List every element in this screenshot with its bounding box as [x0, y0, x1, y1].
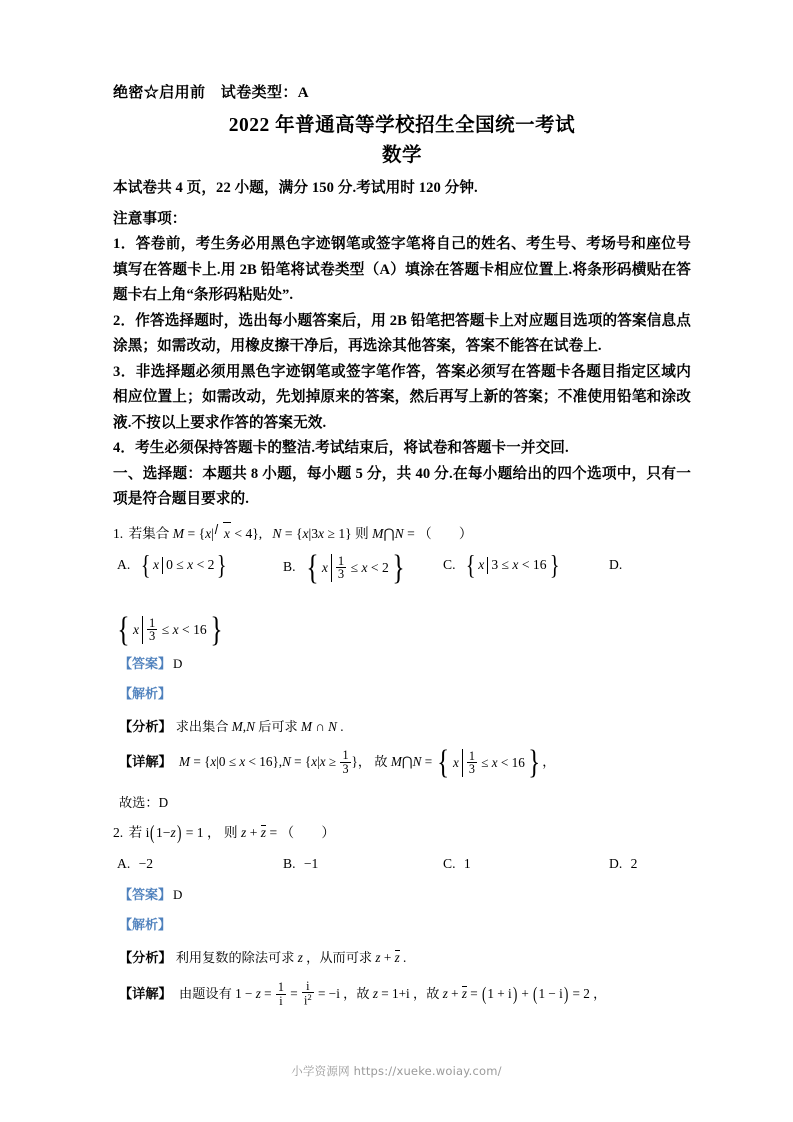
- question-1-option-d[interactable]: [609, 554, 627, 576]
- question-1-option-b[interactable]: [283, 546, 407, 587]
- question-2-ask: z + z = （ ）: [241, 824, 335, 840]
- section-heading-choice: 一、选择题：本题共 8 小题，每小题 5 分，共 40 分.在每小题给出的四个选项中，只有一项是符合题目要求的.: [113, 465, 691, 507]
- subject-title: 数学: [381, 145, 422, 166]
- page-content: [113, 82, 691, 1007]
- question-2-analysis-tag: [113, 914, 691, 935]
- question-1-answer-value: D: [173, 656, 183, 672]
- question-1-set-m: M = {x| x < 4},: [173, 526, 266, 541]
- analysis-tag: 【解析】: [119, 916, 172, 932]
- option-c-label: C.: [443, 556, 456, 572]
- option-b-label: B.: [283, 558, 296, 574]
- option-b-value: { x $\frac{1}{3}$ ≤ x < 2 }: [306, 546, 405, 587]
- xiangjie-tag: 【详解】: [119, 753, 172, 769]
- option-a-label: A.: [117, 855, 131, 871]
- question-2-option-b[interactable]: [283, 853, 318, 875]
- choose-prefix: 故选：: [119, 794, 159, 810]
- question-2-answer-value: D: [173, 886, 183, 902]
- question-2-number: 2.: [113, 824, 124, 840]
- option-a-value: { x 0 ≤ x < 2 }: [140, 549, 227, 581]
- question-2-option-a[interactable]: [117, 853, 153, 875]
- notice-heading: 注意事项：: [113, 210, 187, 227]
- question-2-xiangjie-body: 由题设有 1 − z = $\frac{1}{i}$ = $\frac{i}{i^2}$ = −i ，故 z = 1+i ，故 z + z = (1 + i) + (1 − i) = 2 ，: [175, 978, 607, 1008]
- question-1-options: [113, 546, 691, 602]
- question-2-fenxi-body: 利用复数的除法可求 z ，从而可求 z + z .: [175, 949, 407, 965]
- question-2-stem: 2. 若 i(1−z) = 1 ， 则 z + z = （ ）: [113, 821, 335, 844]
- page-title: 2022 年普通高等学校招生全国统一考试: [228, 115, 576, 136]
- question-1-option-a[interactable]: [117, 549, 229, 581]
- option-b-label: B.: [283, 855, 296, 871]
- option-c-value: { x 3 ≤ x < 16 }: [465, 549, 560, 581]
- question-1-answer: [113, 653, 691, 674]
- question-1-choose-value: D: [158, 794, 169, 810]
- question-1-option-d-value: { x $\frac{1}{3}$ ≤ x < 16 }: [117, 608, 223, 649]
- question-1-option-c[interactable]: [443, 549, 561, 581]
- question-1-set-n: N = {x|3x ≥ 1}: [272, 525, 352, 541]
- question-1-stem: [113, 522, 691, 545]
- notice-item-2: 2．作答选择题时，选出每小题答案后，用 2B 铅笔把答题卡上对应题目选项的答案信息点涂黑；如需改动，用橡皮擦干净后，再选涂其他答案，答案不能答在试卷上.: [113, 312, 691, 354]
- question-1-stem-prefix: 若集合: [128, 525, 170, 541]
- question-2-fenxi: [113, 947, 691, 968]
- notice-item-4: 4．考生必须保持答题卡的整洁.考试结束后，将试卷和答题卡一并交回.: [113, 440, 569, 456]
- question-1-ask: M⋂N = （ ）: [372, 525, 473, 541]
- question-1-fenxi: [113, 716, 691, 737]
- question-2-stem-prefix: 若: [128, 824, 143, 840]
- question-2-option-c[interactable]: [443, 853, 471, 875]
- notice-item-1: 1．答卷前，考生务必用黑色字迹钢笔或签字笔将自己的姓名、考生号、考场号和座位号填写在答题卡上.用 2B 铅笔将试卷类型（A）填涂在答题卡相应位置上.将条形码横贴在答题卡右上角“条形码粘贴处”.: [113, 236, 691, 303]
- question-1-xiangjie: [113, 743, 691, 782]
- question-1-then: 则: [355, 525, 369, 541]
- notice-item-3: 3．非选择题必须用黑色字迹钢笔或签字笔作答，答案必须写在答题卡各题目指定区域内相应位置上；如需改动，先划掉原来的答案，然后再写上新的答案；不准使用铅笔和涂改液.不按以上要求作答的答案无效.: [113, 363, 691, 431]
- answer-tag: 【答案】: [119, 886, 172, 902]
- answer-tag: 【答案】: [119, 656, 172, 672]
- question-1-number: 1.: [113, 525, 124, 541]
- fenxi-tag: 【分析】: [119, 719, 172, 735]
- option-d-value: 2: [630, 855, 638, 871]
- question-2-equation: i(1−z) = 1: [145, 821, 204, 844]
- question-2-option-d[interactable]: [609, 853, 637, 875]
- option-d-label: D.: [609, 855, 623, 871]
- question-1-choose: [113, 792, 691, 813]
- question-1-fenxi-body: 求出集合 M,N 后可求 M ∩ N .: [175, 719, 344, 735]
- option-d-label: D.: [609, 556, 623, 572]
- option-c-label: C.: [443, 855, 456, 871]
- footer-watermark: 小学资源网 https://xueke.woiay.com/: [291, 1064, 502, 1078]
- option-a-value: −2: [138, 855, 154, 871]
- question-2-then: 则: [224, 824, 238, 840]
- fenxi-tag: 【分析】: [119, 949, 172, 965]
- option-c-value: 1: [463, 855, 471, 871]
- question-1-analysis-tag: [113, 683, 691, 704]
- analysis-tag: 【解析】: [119, 686, 172, 702]
- secret-line: 绝密☆启用前 试卷类型：A: [113, 85, 310, 101]
- question-1-xiangjie-body: M = {x|0 ≤ x < 16},N = {x|x ≥ $\frac{1}{3}$ }， 故 M⋂N = { x $\frac{1}{3}$ ≤ x < 16 } ，: [179, 743, 556, 782]
- xiangjie-tag: 【详解】: [119, 985, 172, 1001]
- option-a-label: A.: [117, 556, 131, 572]
- question-2-xiangjie: [113, 980, 691, 1007]
- question-2-options: [113, 853, 691, 875]
- exam-info-line: 本试卷共 4 页，22 小题，满分 150 分.考试用时 120 分钟.: [113, 180, 478, 196]
- option-b-value: −1: [303, 855, 319, 871]
- question-2-answer: [113, 884, 691, 905]
